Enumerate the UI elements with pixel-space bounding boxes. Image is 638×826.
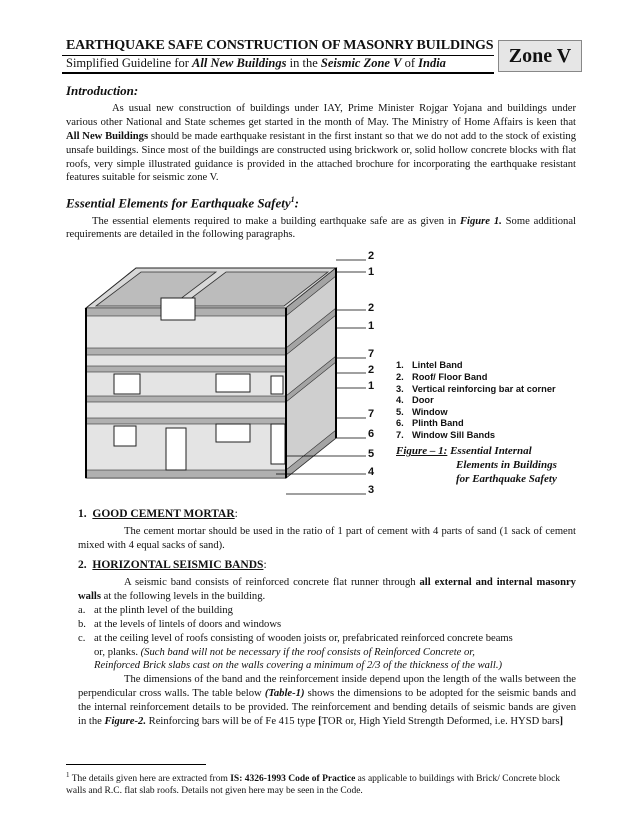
legend-item: 3. Vertical reinforcing bar at corner xyxy=(396,383,556,394)
label-6: 6 xyxy=(368,428,375,441)
section-2-paragraph: The dimensions of the band and the reinforcement inside depend upon the length of the walls between the perpendicular cross walls. The table below (Table-1) shows the dimensions to be adopted for the seismic bands and the internal reinforcement details to be provided. The reinforcement and bending details of seismic bands are given in the Figure-2. Reinforcing bars will be of Fe 415 type [TOR or, High Yield Strength Deformed, i.e. HYSD bars] xyxy=(78,674,576,728)
legend-item: 6. Plinth Band xyxy=(396,418,464,429)
label-1: 1 xyxy=(368,266,375,279)
label-4: 4 xyxy=(368,466,375,479)
figure-legend xyxy=(396,360,556,441)
list-item-continuation: or, planks. (Such band will not be necessary if the roof consists of Reinforced Concrete or, xyxy=(94,646,475,658)
section-2-text: A seismic band consists of reinforced concrete flat runner through all external and internal masonry walls at the following levels in the building. xyxy=(78,577,576,602)
list-item-note: Reinforced Brick slabs cast on the walls covering a minimum of 2/3 of the thickness of the wall.) xyxy=(94,660,502,672)
label-7: 7 xyxy=(368,348,375,361)
label-5: 5 xyxy=(368,448,375,461)
document-subtitle: Simplified Guideline for All New Buildings in the Seismic Zone V of India xyxy=(66,56,446,70)
figure-1 xyxy=(66,248,576,498)
label-3: 3 xyxy=(368,484,375,497)
label-1: 1 xyxy=(368,320,375,333)
essential-heading: Essential Elements for Earthquake Safety$^1$: xyxy=(66,195,299,211)
list-item: b. at the levels of lintels of doors and windows xyxy=(78,618,282,630)
label-2: 2 xyxy=(368,302,375,315)
figure-caption: Figure – 1: Essential Internal Elements in Buildings for Earthquake Safety xyxy=(396,445,557,486)
footnote: $^1$ The details given here are extracted from IS: 4326-1993 Code of Practice as applicable to buildings with Brick/ Concrete block walls and R.C. flat slab roofs. Details not given here may be seen in the Code. xyxy=(66,771,561,797)
label-2: 2 xyxy=(368,250,375,263)
list-item: c. at the ceiling level of roofs consisting of wooden joists or, prefabricated reinforced concrete beams xyxy=(78,632,513,644)
intro-heading: Introduction: xyxy=(66,83,139,98)
label-7: 7 xyxy=(368,408,375,421)
document-title: EARTHQUAKE SAFE CONSTRUCTION OF MASONRY BUILDINGS xyxy=(66,38,494,53)
list-item: a. at the plinth level of the building xyxy=(78,604,233,616)
section-1-heading: 1. GOOD CEMENT MORTAR: xyxy=(78,508,238,521)
legend-item: 5. Window xyxy=(396,406,448,417)
section-2-heading: 2. HORIZONTAL SEISMIC BANDS: xyxy=(78,559,267,572)
page-header xyxy=(62,36,582,74)
section-1-text: The cement mortar should be used in the ratio of 1 part of cement with 4 parts of sand (1 sack of cement mixed with 4 equal sacks of sand). xyxy=(78,526,576,552)
essential-paragraph: The essential elements required to make a building earthquake safe are as given in Figure 1. Some additional requirements are detailed in the following paragraphs. xyxy=(66,215,576,241)
label-2: 2 xyxy=(368,364,375,377)
legend-item: 1. Lintel Band xyxy=(396,360,463,371)
header-bottom-rule xyxy=(62,72,494,74)
footnote-rule xyxy=(66,764,206,765)
legend-item: 4. Door xyxy=(396,395,434,406)
zone-badge: Zone V xyxy=(498,40,582,72)
legend-item: 2. Roof/ Floor Band xyxy=(396,371,488,382)
page-body xyxy=(66,84,576,729)
leader-lines xyxy=(66,248,366,498)
label-1: 1 xyxy=(368,380,375,393)
legend-item: 7. Window Sill Bands xyxy=(396,429,496,440)
intro-paragraph: As usual new construction of buildings under IAY, Prime Minister Rojgar Yojana and buildings under various other National and State schemes get started in the month of May. The Ministry of Home Affairs is keen that All New Buildings should be made earthquake resistant in the first instant so that we do not add to the stock of existing unsafe buildings. Since most of the buildings are constructed using brickwork or, solid hollow concrete blocks with flat roofs, very simple illustrated guidance is provided in the attached brochure for incorporating the earthquake resistant features suitable for seismic zone V. xyxy=(66,102,576,184)
